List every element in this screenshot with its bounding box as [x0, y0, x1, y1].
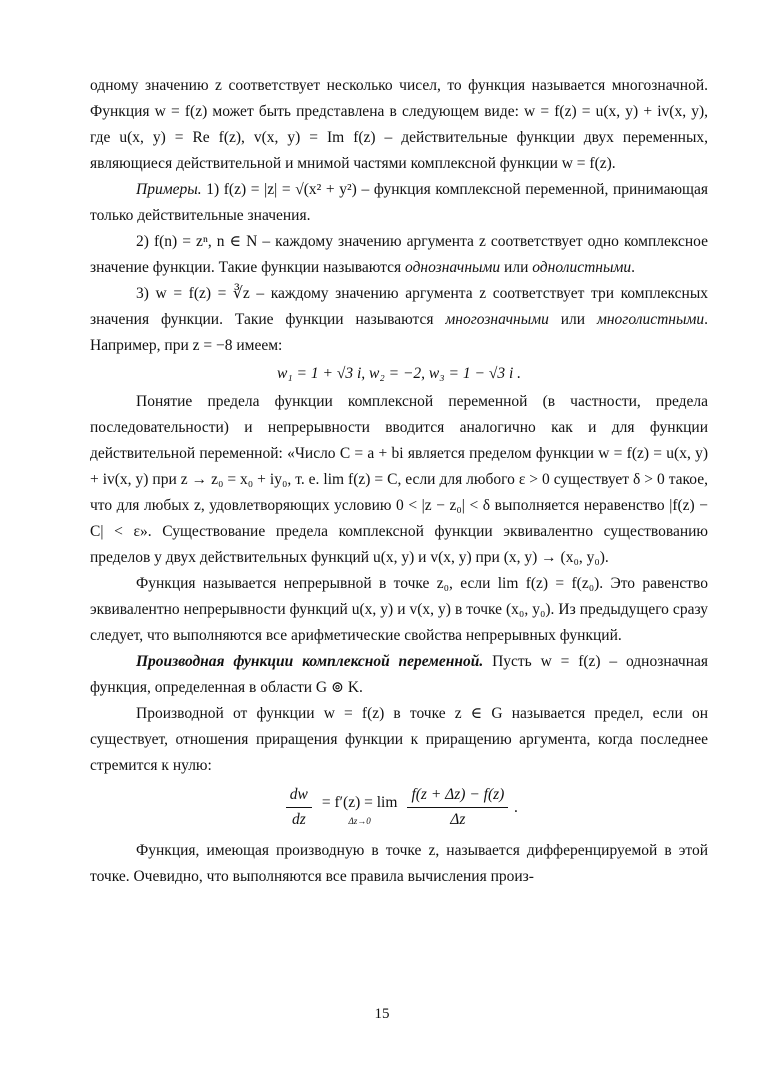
- fraction-numerator: dw: [286, 783, 312, 808]
- example-1-text: 1) f(z) = |z| = √(x² + y²) – функция комплексной переменной, принимающая только действительные значения.: [90, 181, 708, 224]
- paragraph-example-2: [90, 229, 708, 281]
- term-single-valued: однозначными: [405, 259, 501, 276]
- limit-subscript: Δz→0: [348, 815, 371, 826]
- derivative-intro-text: Пусть w = f(z) – однозначная функция, определенная в области G ⊚ K.: [90, 653, 708, 696]
- example-2-text: 2) f(n) = zⁿ, n ∈ N – каждому значению аргумента z соответствует одно комплексное значение функции. Такие функции называются: [90, 233, 708, 276]
- paragraph-limit-definition: Понятие предела функции комплексной переменной (в частности, предела последовательности) и непрерывности вводится аналогично как и для функции действительной переменной: «Число C = a + bi является пределом функции w = f(z) = u(x, y) + iv(x, y) при z → z₀ = x₀ + iy₀, т. е. lim f(z) = C, если для любого ε > 0 существует δ > 0 такое, что для любых z, удовлетворяющих условию 0 < |z − z₀| < δ выполняется неравенство |f(z) − C| < ε». Существование предела комплексной функции эквивалентно существованию пределов у двух действительных функций u(x, y) и v(x, y) при (x, y) → (x₀, y₀).: [90, 393, 708, 566]
- term-univalent: однолистными: [532, 259, 632, 276]
- paragraph-continuity: Функция называется непрерывной в точке z₀, если lim f(z) = f(z₀). Это равенство эквивалентно непрерывности функций u(x, y) и v(x, y) в точке (x₀, y₀). Из предыдущего сразу следует, что выполняются все арифметические свойства непрерывных функций.: [90, 575, 708, 644]
- equation-cube-roots: w₁ = 1 + √3 i, w₂ = −2, w₃ = 1 − √3 i .: [276, 365, 522, 382]
- example-3-tail: . Например, при z = −8 имеем:: [90, 311, 708, 354]
- paragraph-derivative-intro: [90, 649, 708, 701]
- limit-operator: [322, 790, 398, 826]
- fraction-difference-quotient: [407, 783, 508, 832]
- paragraph-multivalued-definition: одному значению z соответствует несколько чисел, то функция называется многозначной. Функция w = f(z) может быть представлена в следующем виде: w = f(z) = u(x, y) + iv(x, y), где u(x, y) = Re f(z), v(x, y) = Im f(z) – действительные функции двух переменных, являющиеся действительной и мнимой частями комплексной функции w = f(z).: [90, 77, 708, 172]
- conjunction-or-2: или: [548, 311, 597, 328]
- conjunction-or: или: [500, 259, 533, 276]
- fraction-denominator: Δz: [450, 811, 466, 828]
- paragraph-examples-1: [90, 177, 708, 229]
- fraction-numerator: f(z + Δz) − f(z): [407, 783, 508, 808]
- page-number: 15: [374, 1006, 390, 1022]
- equation-period: .: [514, 798, 519, 816]
- page-content: [90, 73, 708, 890]
- period: .: [631, 259, 635, 276]
- fraction-denominator: dz: [291, 811, 306, 828]
- limit-text: = f′(z) = lim: [321, 793, 398, 811]
- equation-derivative: [90, 783, 708, 832]
- paragraph-differentiable: Функция, имеющая производную в точке z, называется дифференцируемой в этой точке. Очевидно, что выполняются все правила вычисления произ-: [90, 842, 708, 885]
- section-heading-derivative: Производная функции комплексной переменной.: [136, 653, 484, 670]
- fraction-dw-dz: [286, 783, 312, 832]
- paragraph-derivative-definition: Производной от функции w = f(z) в точке z ∈ G называется предел, если он существует, отношения приращения функции к приращению аргумента, когда последнее стремится к нулю:: [90, 705, 708, 774]
- term-multisheeted: многолистными: [596, 311, 705, 328]
- examples-label: Примеры.: [136, 181, 202, 198]
- term-multivalued: многозначными: [445, 311, 549, 328]
- example-3-text: 3) w = f(z) = ∛z – каждому значению аргумента z соответствует три комплексных значения функции. Такие функции называются: [90, 285, 708, 328]
- paragraph-example-3: [90, 281, 708, 359]
